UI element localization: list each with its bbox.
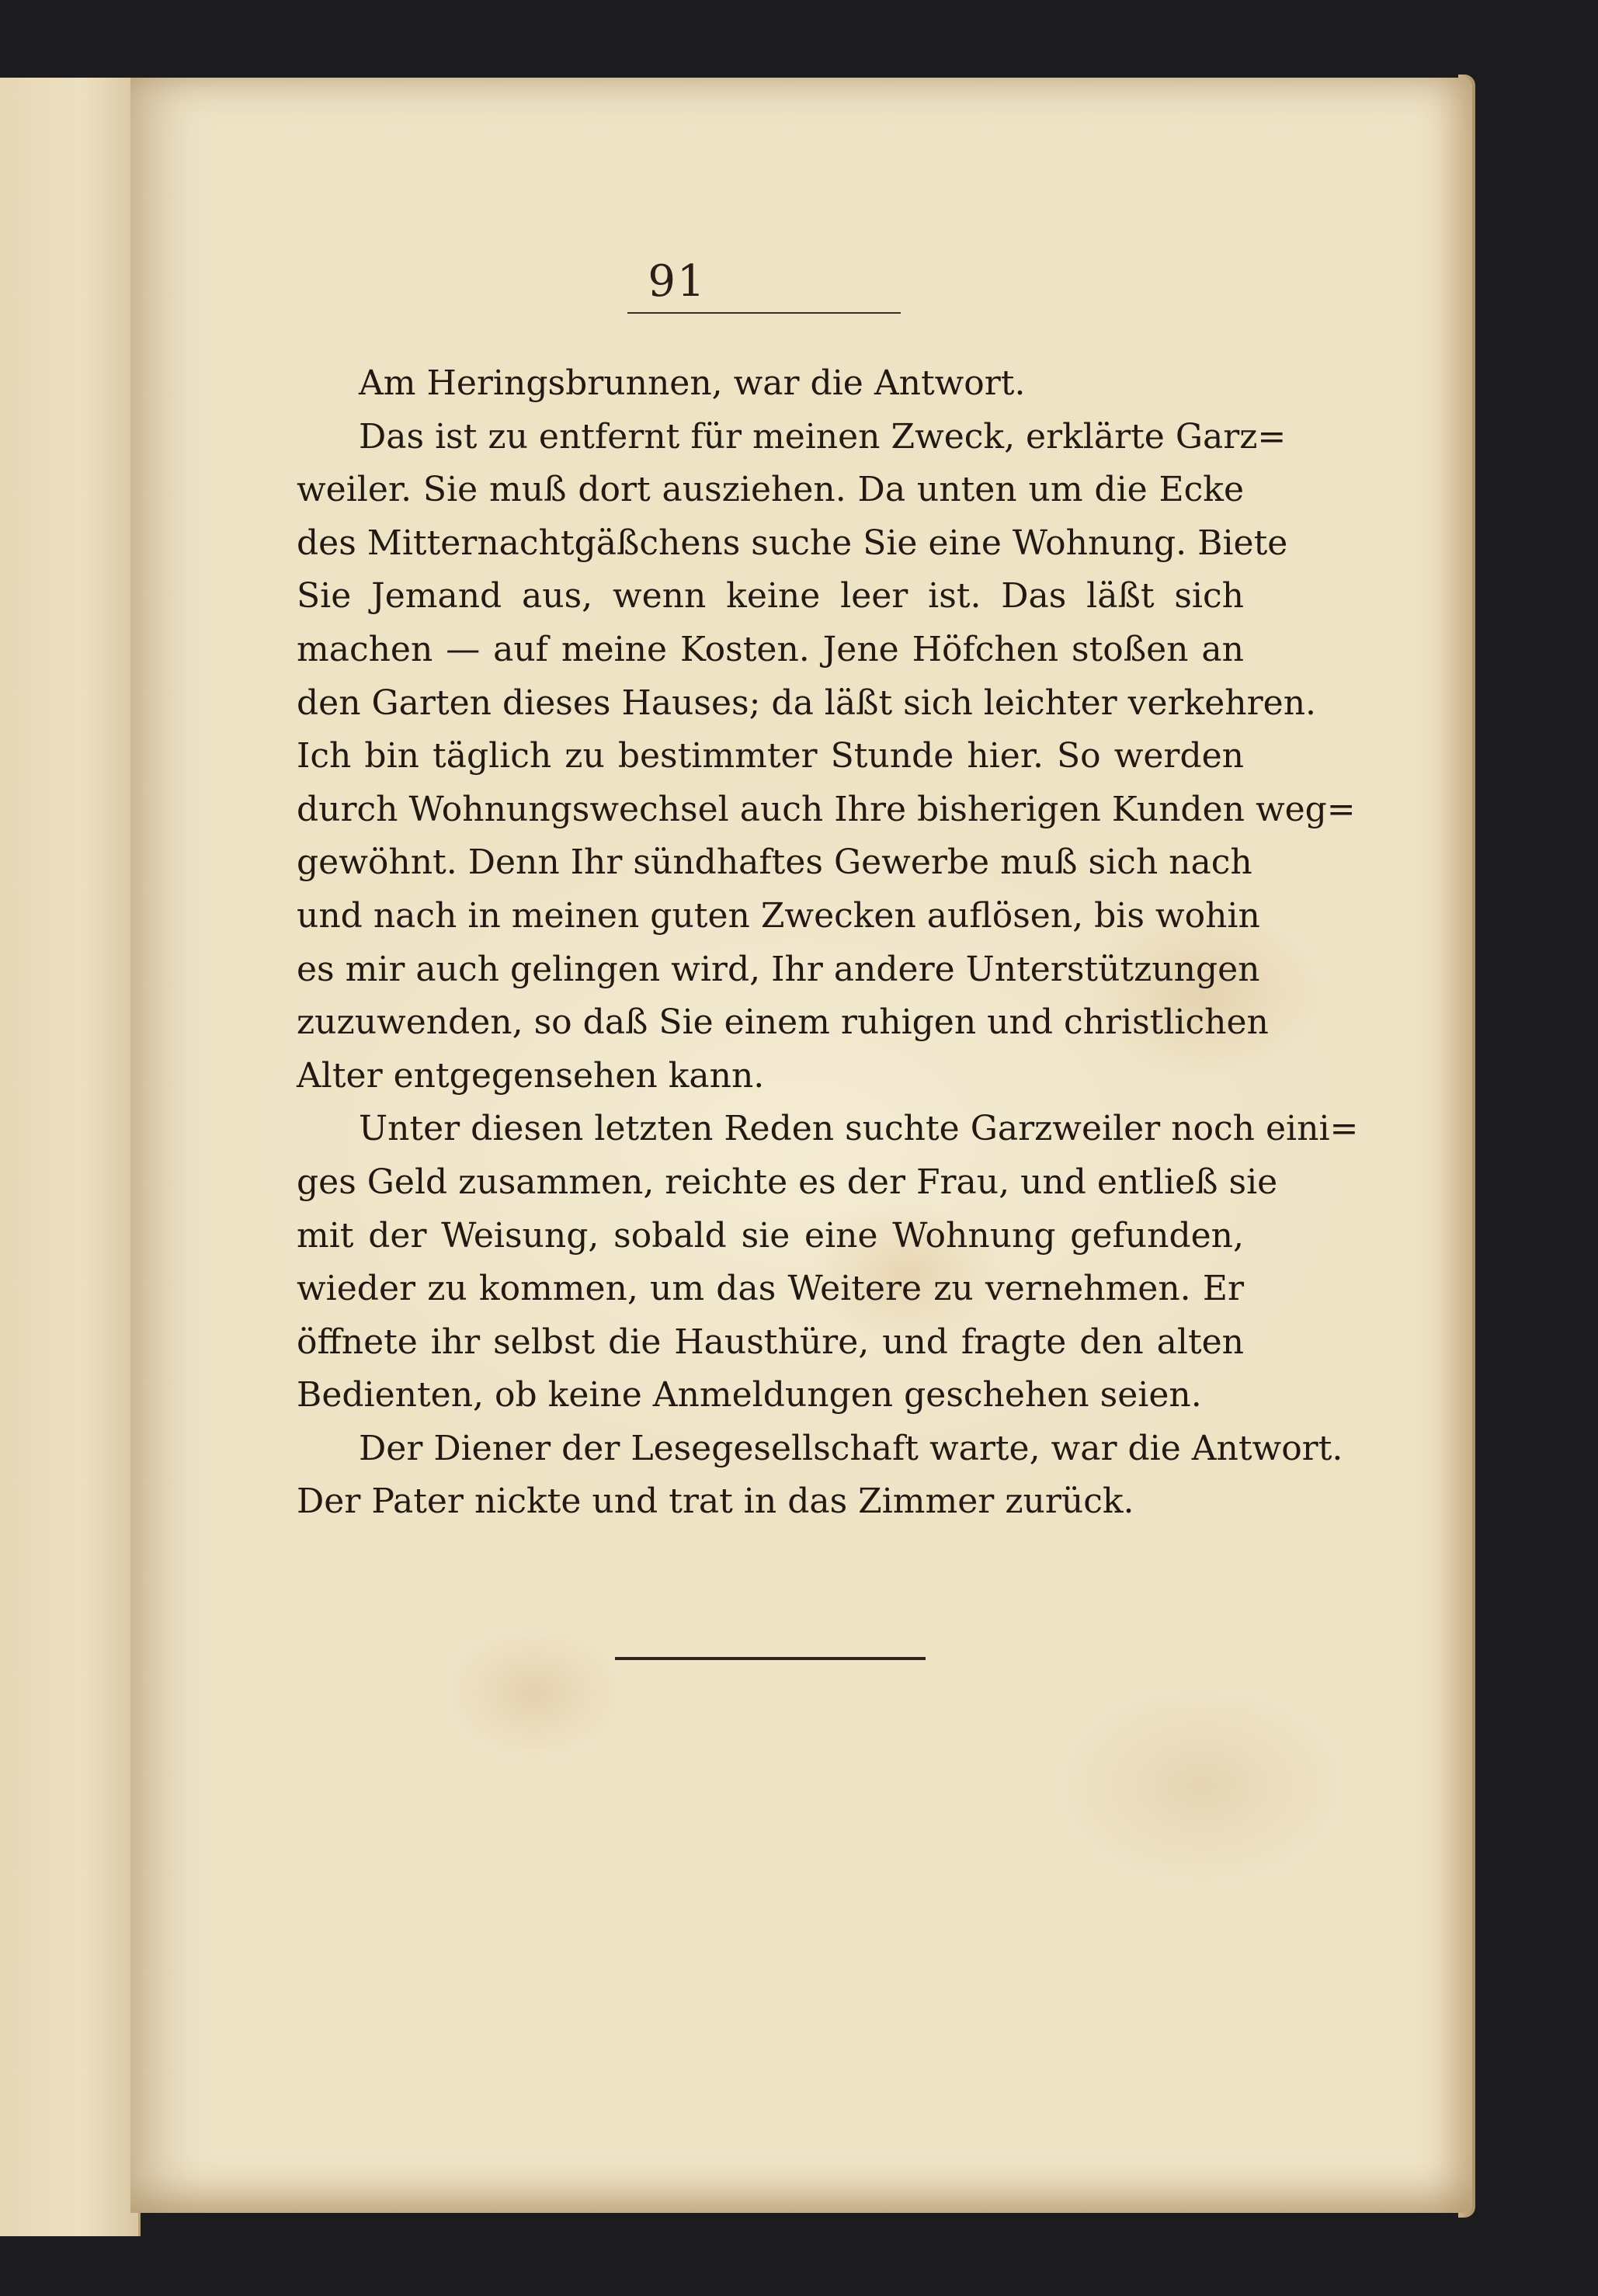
text-line: öffnete ihr selbst die Hausthüre, und fragte den alten [297, 1322, 1244, 1362]
text-line: gewöhnt. Denn Ihr sündhaftes Gewerbe muß sich nach [297, 842, 1252, 883]
text-line: Bedienten, ob keine Anmeldungen geschehen seien. [297, 1375, 1202, 1415]
text-line: weiler. Sie muß dort ausziehen. Da unten um die Ecke [297, 470, 1244, 510]
text-line: Der Diener der Lesegesellschaft warte, war die Antwort. [359, 1428, 1343, 1468]
text-line: Am Heringsbrunnen, war die Antwort. [359, 363, 1026, 403]
section-end-rule [615, 1657, 926, 1660]
text-line: Alter entgegensehen kann. [297, 1055, 765, 1096]
text-line: und nach in meinen guten Zwecken auflösen, bis wohin [297, 895, 1260, 936]
facing-page-edge [0, 78, 141, 2236]
book-page [130, 78, 1472, 2213]
paragraph-2 [297, 411, 1356, 1103]
paragraph-4 [297, 1422, 1343, 1529]
text-line: wieder zu kommen, um das Weitere zu vernehmen. Er [297, 1269, 1244, 1309]
paragraph-3 [297, 1103, 1359, 1422]
text-line: Das ist zu entfernt für meinen Zweck, erklärte Garz= [359, 416, 1287, 457]
text-line: zuzuwenden, so daß Sie einem ruhigen und christlichen [297, 1002, 1269, 1043]
text-line: durch Wohnungswechsel auch Ihre bisherigen Kunden weg= [297, 789, 1356, 829]
text-line: mit der Weisung, sobald sie eine Wohnung gefunden, [297, 1215, 1244, 1256]
text-line: den Garten dieses Hauses; da läßt sich leichter verkehren. [297, 683, 1317, 723]
text-line: Der Pater nickte und trat in das Zimmer zurück. [297, 1481, 1134, 1522]
header-rule [627, 312, 901, 314]
body-text [297, 357, 1359, 1529]
text-line: Sie Jemand aus, wenn keine leer ist. Das läßt sich [297, 576, 1244, 617]
text-line: machen — auf meine Kosten. Jene Höfchen stoßen an [297, 629, 1244, 669]
text-line: Ich bin täglich zu bestimmter Stunde hier. So werden [297, 736, 1244, 776]
paragraph-1 [297, 357, 1244, 411]
text-line: des Mitternachtgäßchens suche Sie eine Wohnung. Biete [297, 523, 1288, 563]
text-line: Unter diesen letzten Reden suchte Garzweiler noch eini= [359, 1109, 1359, 1149]
text-line: ges Geld zusammen, reichte es der Frau, und entließ sie [297, 1162, 1278, 1202]
page-number: 91 [648, 256, 707, 307]
text-line: es mir auch gelingen wird, Ihr andere Unterstützungen [297, 949, 1260, 989]
